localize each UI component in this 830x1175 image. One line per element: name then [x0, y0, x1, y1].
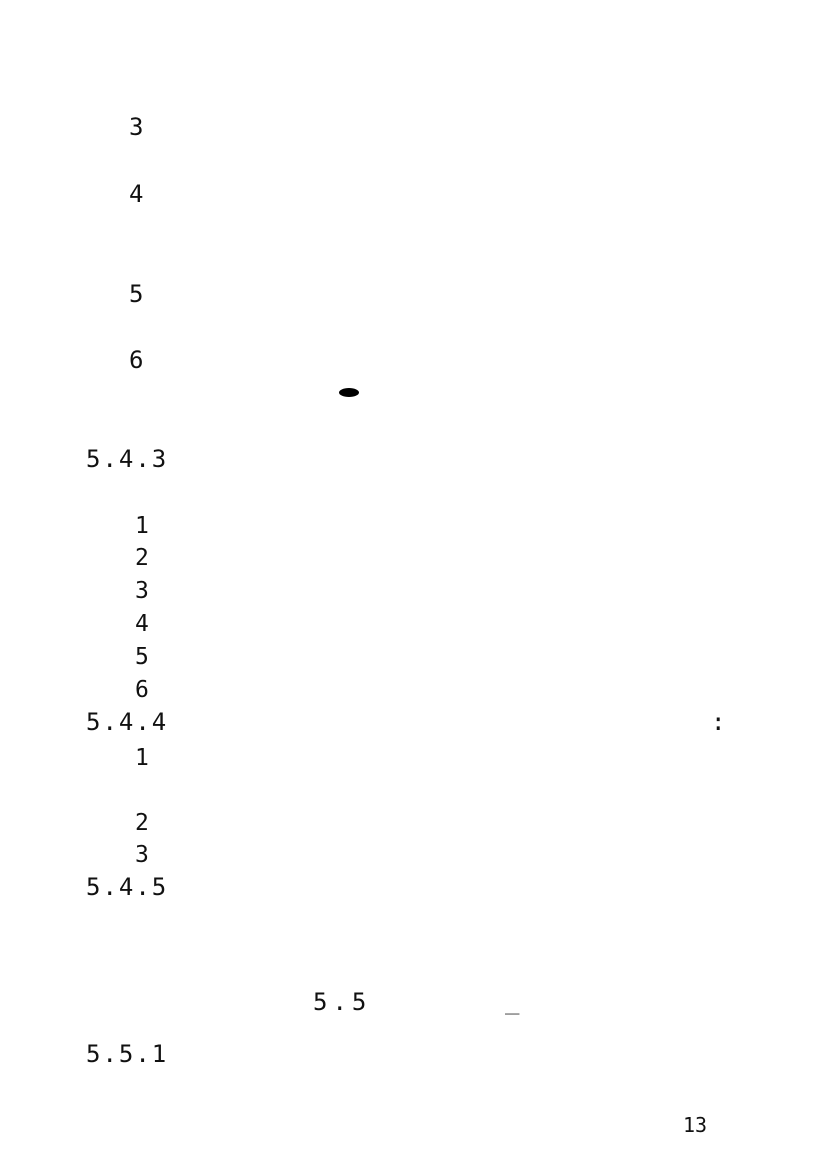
- chapter-number-55: 5.5: [313, 988, 372, 1016]
- top-list-number-5: 5: [129, 280, 144, 308]
- list-item-number: 1: [135, 745, 149, 771]
- top-list-number-3: 3: [129, 113, 144, 141]
- list-item-number: 2: [135, 810, 149, 836]
- section-number-551: 5.5.1: [86, 1040, 169, 1068]
- list-item-number: 6: [135, 677, 149, 703]
- filled-oval-bullet-icon: [339, 388, 359, 397]
- list-item-number: 1: [135, 513, 149, 539]
- underscore-mark: _: [505, 987, 520, 1015]
- top-list-number-6: 6: [129, 346, 144, 374]
- section-number-544: 5.4.4: [86, 708, 169, 736]
- section-number-543: 5.4.3: [86, 445, 169, 473]
- list-item-number: 3: [135, 842, 149, 868]
- list-item-number: 5: [135, 644, 149, 670]
- list-item-number: 4: [135, 611, 149, 637]
- list-item-number: 3: [135, 578, 149, 604]
- trailing-colon: :: [711, 708, 726, 736]
- section-number-545: 5.4.5: [86, 873, 169, 901]
- list-item-number: 2: [135, 545, 149, 571]
- page-number: 13: [683, 1113, 708, 1137]
- top-list-number-4: 4: [129, 180, 144, 208]
